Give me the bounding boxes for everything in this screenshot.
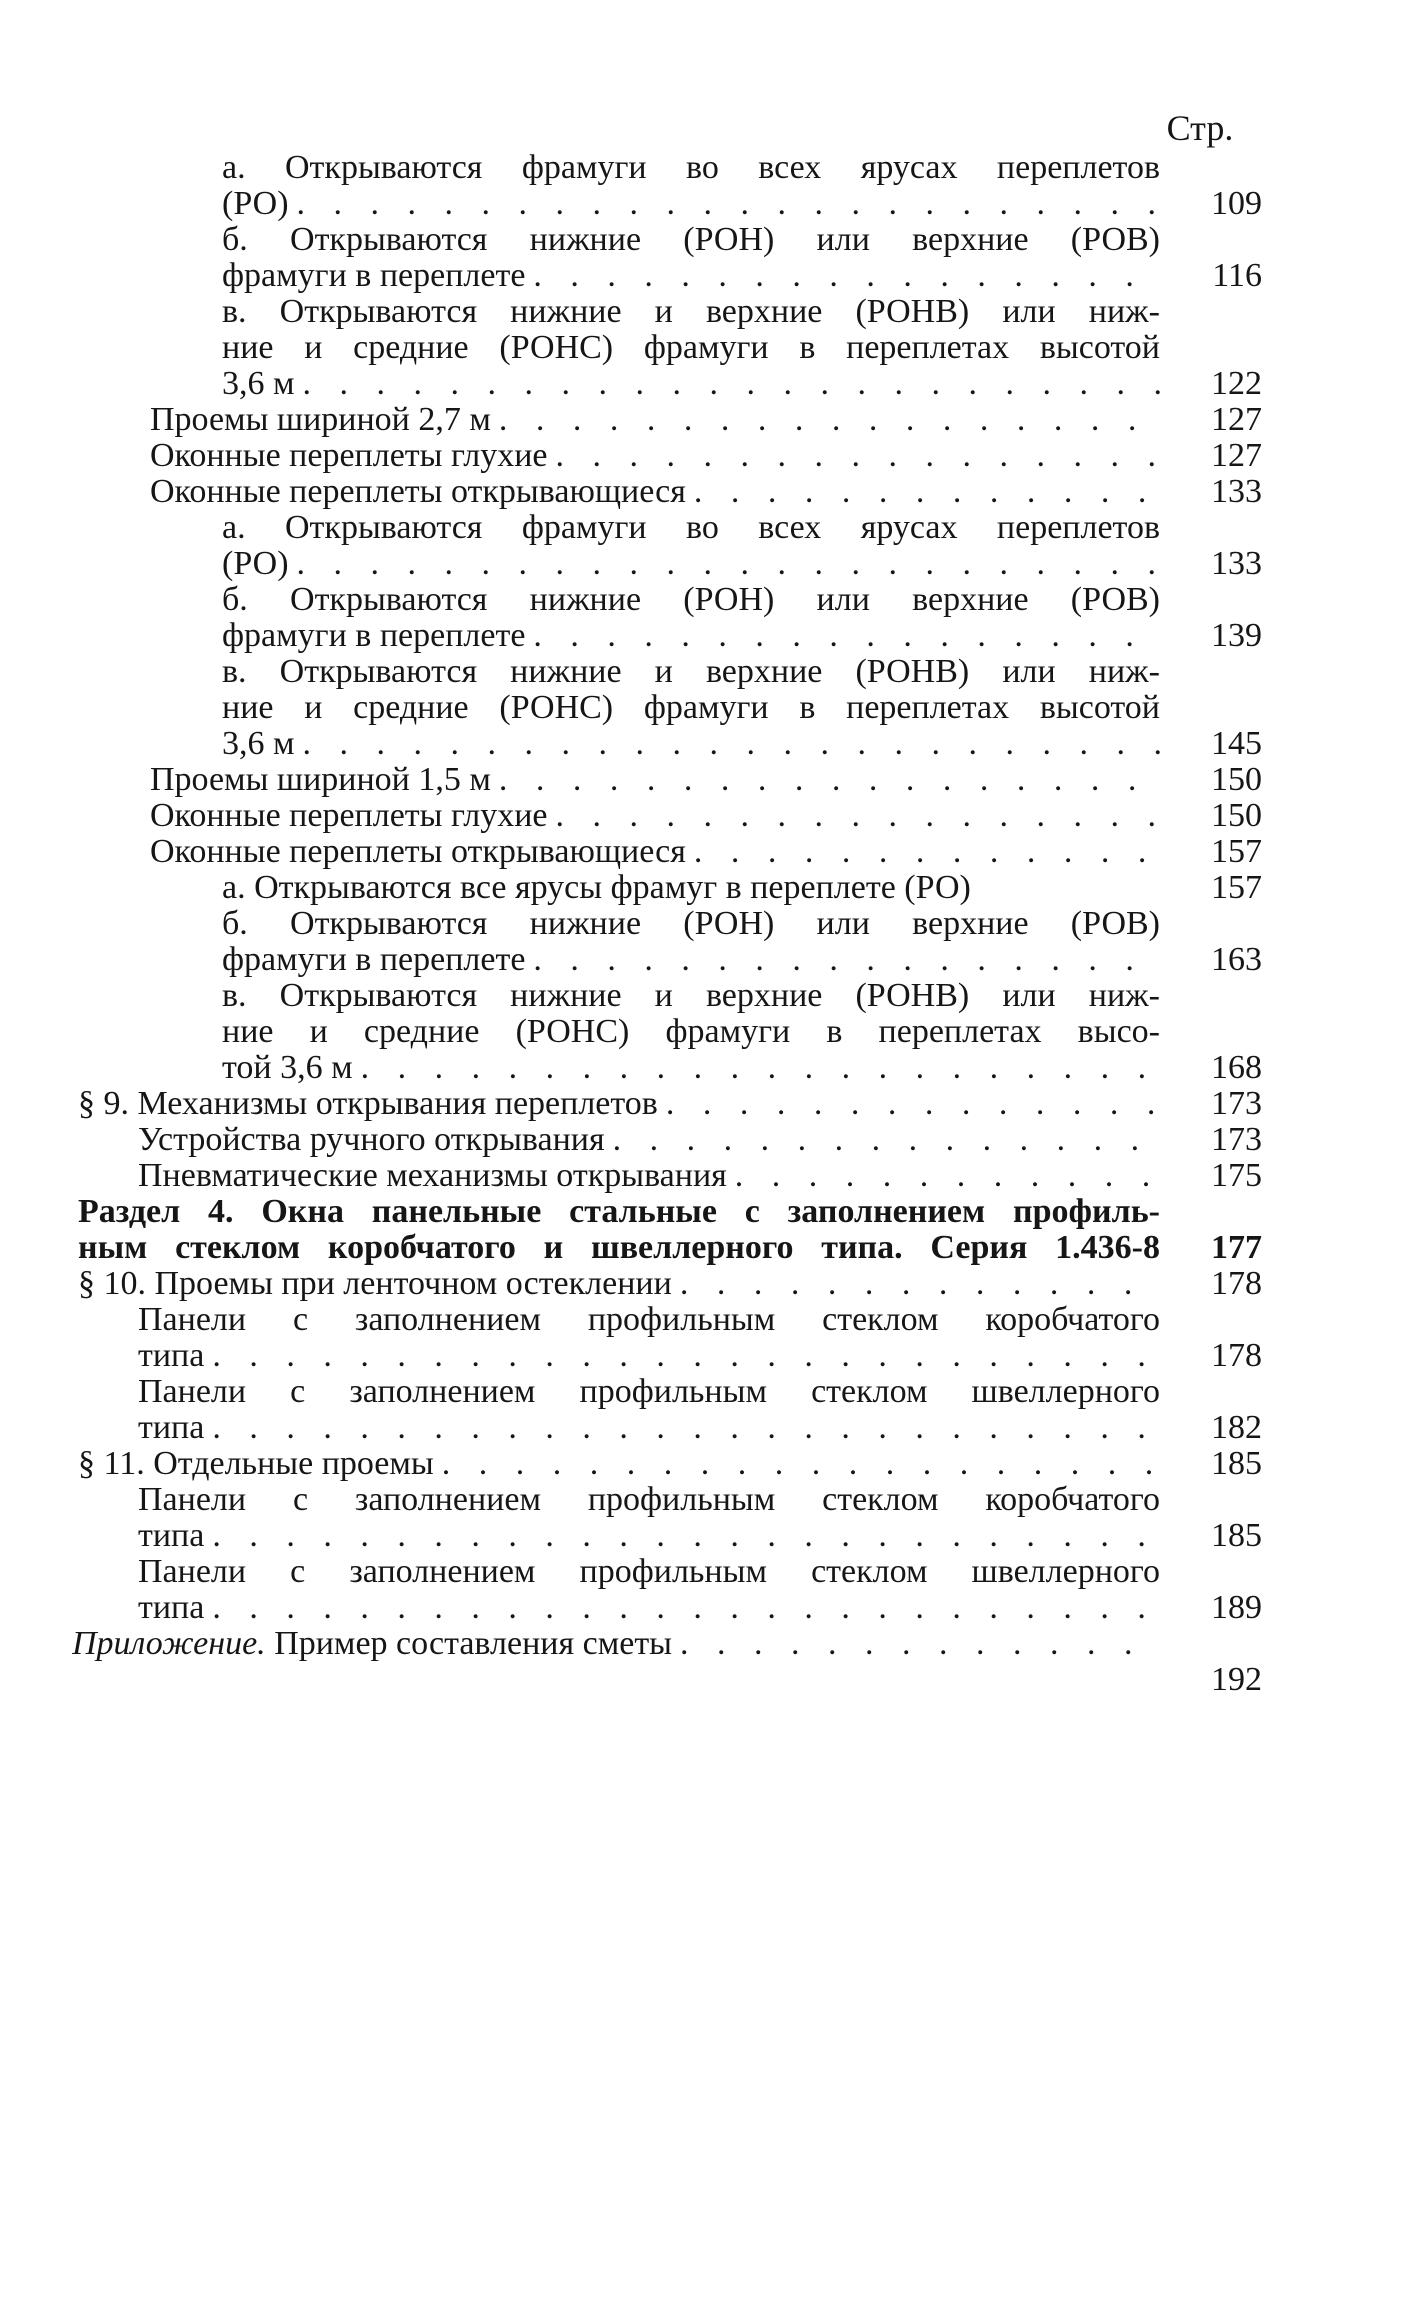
dot-leader xyxy=(289,186,1160,222)
toc-page-number: 175 xyxy=(1211,1157,1262,1194)
dot-leader xyxy=(289,546,1160,582)
toc-page-number: 182 xyxy=(1211,1409,1262,1446)
dot-leader xyxy=(727,1158,1160,1194)
dot-leader xyxy=(353,1050,1160,1086)
toc-page-number: 133 xyxy=(1211,545,1262,582)
appendix-label: Приложение. xyxy=(72,1626,266,1662)
dot-leader xyxy=(295,366,1160,402)
toc-entry-text: в. Открываются нижние и верхние (РОНВ) или ниж- xyxy=(222,977,1160,1014)
toc-entry-text: § 9. Механизмы открывания переплетов xyxy=(78,1086,658,1122)
page-column-header: Стр. xyxy=(1166,108,1234,148)
toc-page-number: 127 xyxy=(1211,437,1262,474)
toc-entry xyxy=(0,438,1422,474)
toc-entry xyxy=(0,1482,1422,1554)
toc-entry-text: Панели с заполнением профильным стеклом швеллерного xyxy=(138,1553,1160,1590)
toc-entry-text: Оконные переплеты глухие xyxy=(150,438,548,474)
toc-entry-text: фрамуги в переплете xyxy=(222,942,526,978)
dot-leader xyxy=(204,1410,1160,1446)
toc-entry-text: типа xyxy=(138,1338,205,1374)
toc-entry-text: Оконные переплеты глухие xyxy=(150,798,548,834)
toc-entry-text: а. Открываются все ярусы фрамуг в переплете (РО) xyxy=(222,869,971,906)
toc-entry-text: ние и средние (РОНС) фрамуги в переплетах высотой xyxy=(222,689,1160,726)
toc-entry-text: Проемы шириной 1,5 м xyxy=(150,762,491,798)
toc-entry-text: Оконные переплеты открывающиеся xyxy=(150,834,686,870)
toc-entry xyxy=(0,762,1422,798)
toc-entry xyxy=(0,1626,1422,1698)
toc-entry-text: Панели с заполнением профильным стеклом коробчатого xyxy=(138,1301,1160,1338)
toc-entry-text: в. Открываются нижние и верхние (РОНВ) или ниж- xyxy=(222,293,1160,330)
toc-entry-text: 3,6 м xyxy=(222,366,295,402)
toc-page-number: 173 xyxy=(1211,1085,1262,1122)
toc-entry xyxy=(0,978,1422,1086)
toc-entry-text: (РО) xyxy=(222,546,289,582)
toc-entry-text: типа xyxy=(138,1410,205,1446)
toc-entry xyxy=(0,582,1422,654)
dot-leader xyxy=(547,798,1160,834)
toc-entry-text: Проемы шириной 2,7 м xyxy=(150,402,491,438)
toc-entry xyxy=(0,294,1422,402)
toc-page-number: 189 xyxy=(1211,1589,1262,1626)
toc-page-number: 127 xyxy=(1211,401,1262,438)
toc-page-number: 157 xyxy=(1211,869,1262,906)
table-of-contents xyxy=(0,150,1422,1698)
toc-entry xyxy=(0,474,1422,510)
toc-entry-text: 3,6 м xyxy=(222,726,295,762)
toc-entry-text: ние и средние (РОНС) фрамуги в переплетах высотой xyxy=(222,329,1160,366)
toc-entry-text: б. Открываются нижние (РОН) или верхние (РОВ) xyxy=(222,581,1160,618)
toc-entry-text: той 3,6 м xyxy=(222,1050,353,1086)
toc-entry xyxy=(0,1086,1422,1122)
toc-entry xyxy=(0,222,1422,294)
toc-entry xyxy=(0,906,1422,978)
toc-entry-text: б. Открываются нижние (РОН) или верхние (РОВ) xyxy=(222,221,1160,258)
toc-page-number: 163 xyxy=(1211,941,1262,978)
toc-page-number: 116 xyxy=(1212,257,1262,294)
toc-page-number: 178 xyxy=(1211,1337,1262,1374)
toc-entry-text: фрамуги в переплете xyxy=(222,258,526,294)
toc-entry-text: типа xyxy=(138,1518,205,1554)
toc-page-number: 145 xyxy=(1211,725,1262,762)
dot-leader xyxy=(672,1266,1160,1302)
toc-page-number: 178 xyxy=(1211,1265,1262,1302)
toc-entry-text: фрамуги в переплете xyxy=(222,618,526,654)
toc-entry xyxy=(0,1266,1422,1302)
toc-entry xyxy=(0,1374,1422,1446)
toc-page-number: 122 xyxy=(1211,365,1262,402)
toc-entry xyxy=(0,1446,1422,1482)
toc-entry-text: Пример составления сметы xyxy=(265,1626,673,1662)
toc-page-number: 150 xyxy=(1211,761,1262,798)
dot-leader xyxy=(204,1590,1160,1626)
toc-page-number: 177 xyxy=(1211,1229,1262,1266)
dot-leader xyxy=(525,618,1160,654)
dot-leader xyxy=(658,1086,1160,1122)
dot-leader xyxy=(525,942,1160,978)
toc-entry-text: б. Открываются нижние (РОН) или верхние (РОВ) xyxy=(222,905,1160,942)
toc-entry xyxy=(0,402,1422,438)
toc-entry-text: типа xyxy=(138,1590,205,1626)
toc-entry-text: Панели с заполнением профильным стеклом швеллерного xyxy=(138,1373,1160,1410)
toc-entry-text: (РО) xyxy=(222,186,289,222)
toc-entry-text: § 11. Отдельные проемы xyxy=(78,1446,434,1482)
toc-entry-text: Оконные переплеты открывающиеся xyxy=(150,474,686,510)
toc-entry xyxy=(0,1122,1422,1158)
toc-page-number: 185 xyxy=(1211,1445,1262,1482)
toc-page-number: 185 xyxy=(1211,1517,1262,1554)
dot-leader xyxy=(686,834,1160,870)
toc-entry-text: Пневматические механизмы открывания xyxy=(138,1158,727,1194)
toc-page-number: 168 xyxy=(1211,1049,1262,1086)
toc-entry xyxy=(0,510,1422,582)
toc-page-number: 173 xyxy=(1211,1121,1262,1158)
dot-leader xyxy=(434,1446,1160,1482)
dot-leader xyxy=(295,726,1160,762)
toc-entry xyxy=(0,654,1422,762)
toc-entry xyxy=(0,150,1422,222)
toc-entry-text: ние и средние (РОНС) фрамуги в переплетах высо- xyxy=(222,1013,1160,1050)
toc-page-number: 133 xyxy=(1211,473,1262,510)
toc-entry-text: Панели с заполнением профильным стеклом коробчатого xyxy=(138,1481,1160,1518)
dot-leader xyxy=(204,1518,1160,1554)
toc-entry xyxy=(0,1194,1422,1266)
toc-entry xyxy=(0,1158,1422,1194)
toc-entry-text: Устройства ручного открывания xyxy=(138,1122,605,1158)
toc-entry-text: а. Открываются фрамуги во всех ярусах переплетов xyxy=(222,149,1160,186)
dot-leader xyxy=(605,1122,1160,1158)
dot-leader xyxy=(491,762,1160,798)
dot-leader xyxy=(491,402,1160,438)
dot-leader xyxy=(204,1338,1160,1374)
toc-entry xyxy=(0,798,1422,834)
dot-leader xyxy=(525,258,1160,294)
toc-page-number: 139 xyxy=(1211,617,1262,654)
dot-leader xyxy=(672,1626,1160,1662)
toc-entry-text: а. Открываются фрамуги во всех ярусах переплетов xyxy=(222,509,1160,546)
toc-page-number: 109 xyxy=(1211,185,1262,222)
toc-page-number: 192 xyxy=(1211,1661,1262,1698)
toc-page-number: 157 xyxy=(1211,833,1262,870)
toc-entry-text: ным стеклом коробчатого и швеллерного типа. Серия 1.436-8 xyxy=(78,1229,1160,1266)
toc-entry xyxy=(0,1302,1422,1374)
dot-leader xyxy=(686,474,1160,510)
toc-entry-text: Раздел 4. Окна панельные стальные с заполнением профиль- xyxy=(78,1193,1160,1230)
toc-entry xyxy=(0,834,1422,870)
toc-page-number: 150 xyxy=(1211,797,1262,834)
toc-entry xyxy=(0,1554,1422,1626)
toc-entry-text: в. Открываются нижние и верхние (РОНВ) или ниж- xyxy=(222,653,1160,690)
toc-entry xyxy=(0,870,1422,906)
toc-entry-text: § 10. Проемы при ленточном остеклении xyxy=(78,1266,672,1302)
dot-leader xyxy=(547,438,1160,474)
